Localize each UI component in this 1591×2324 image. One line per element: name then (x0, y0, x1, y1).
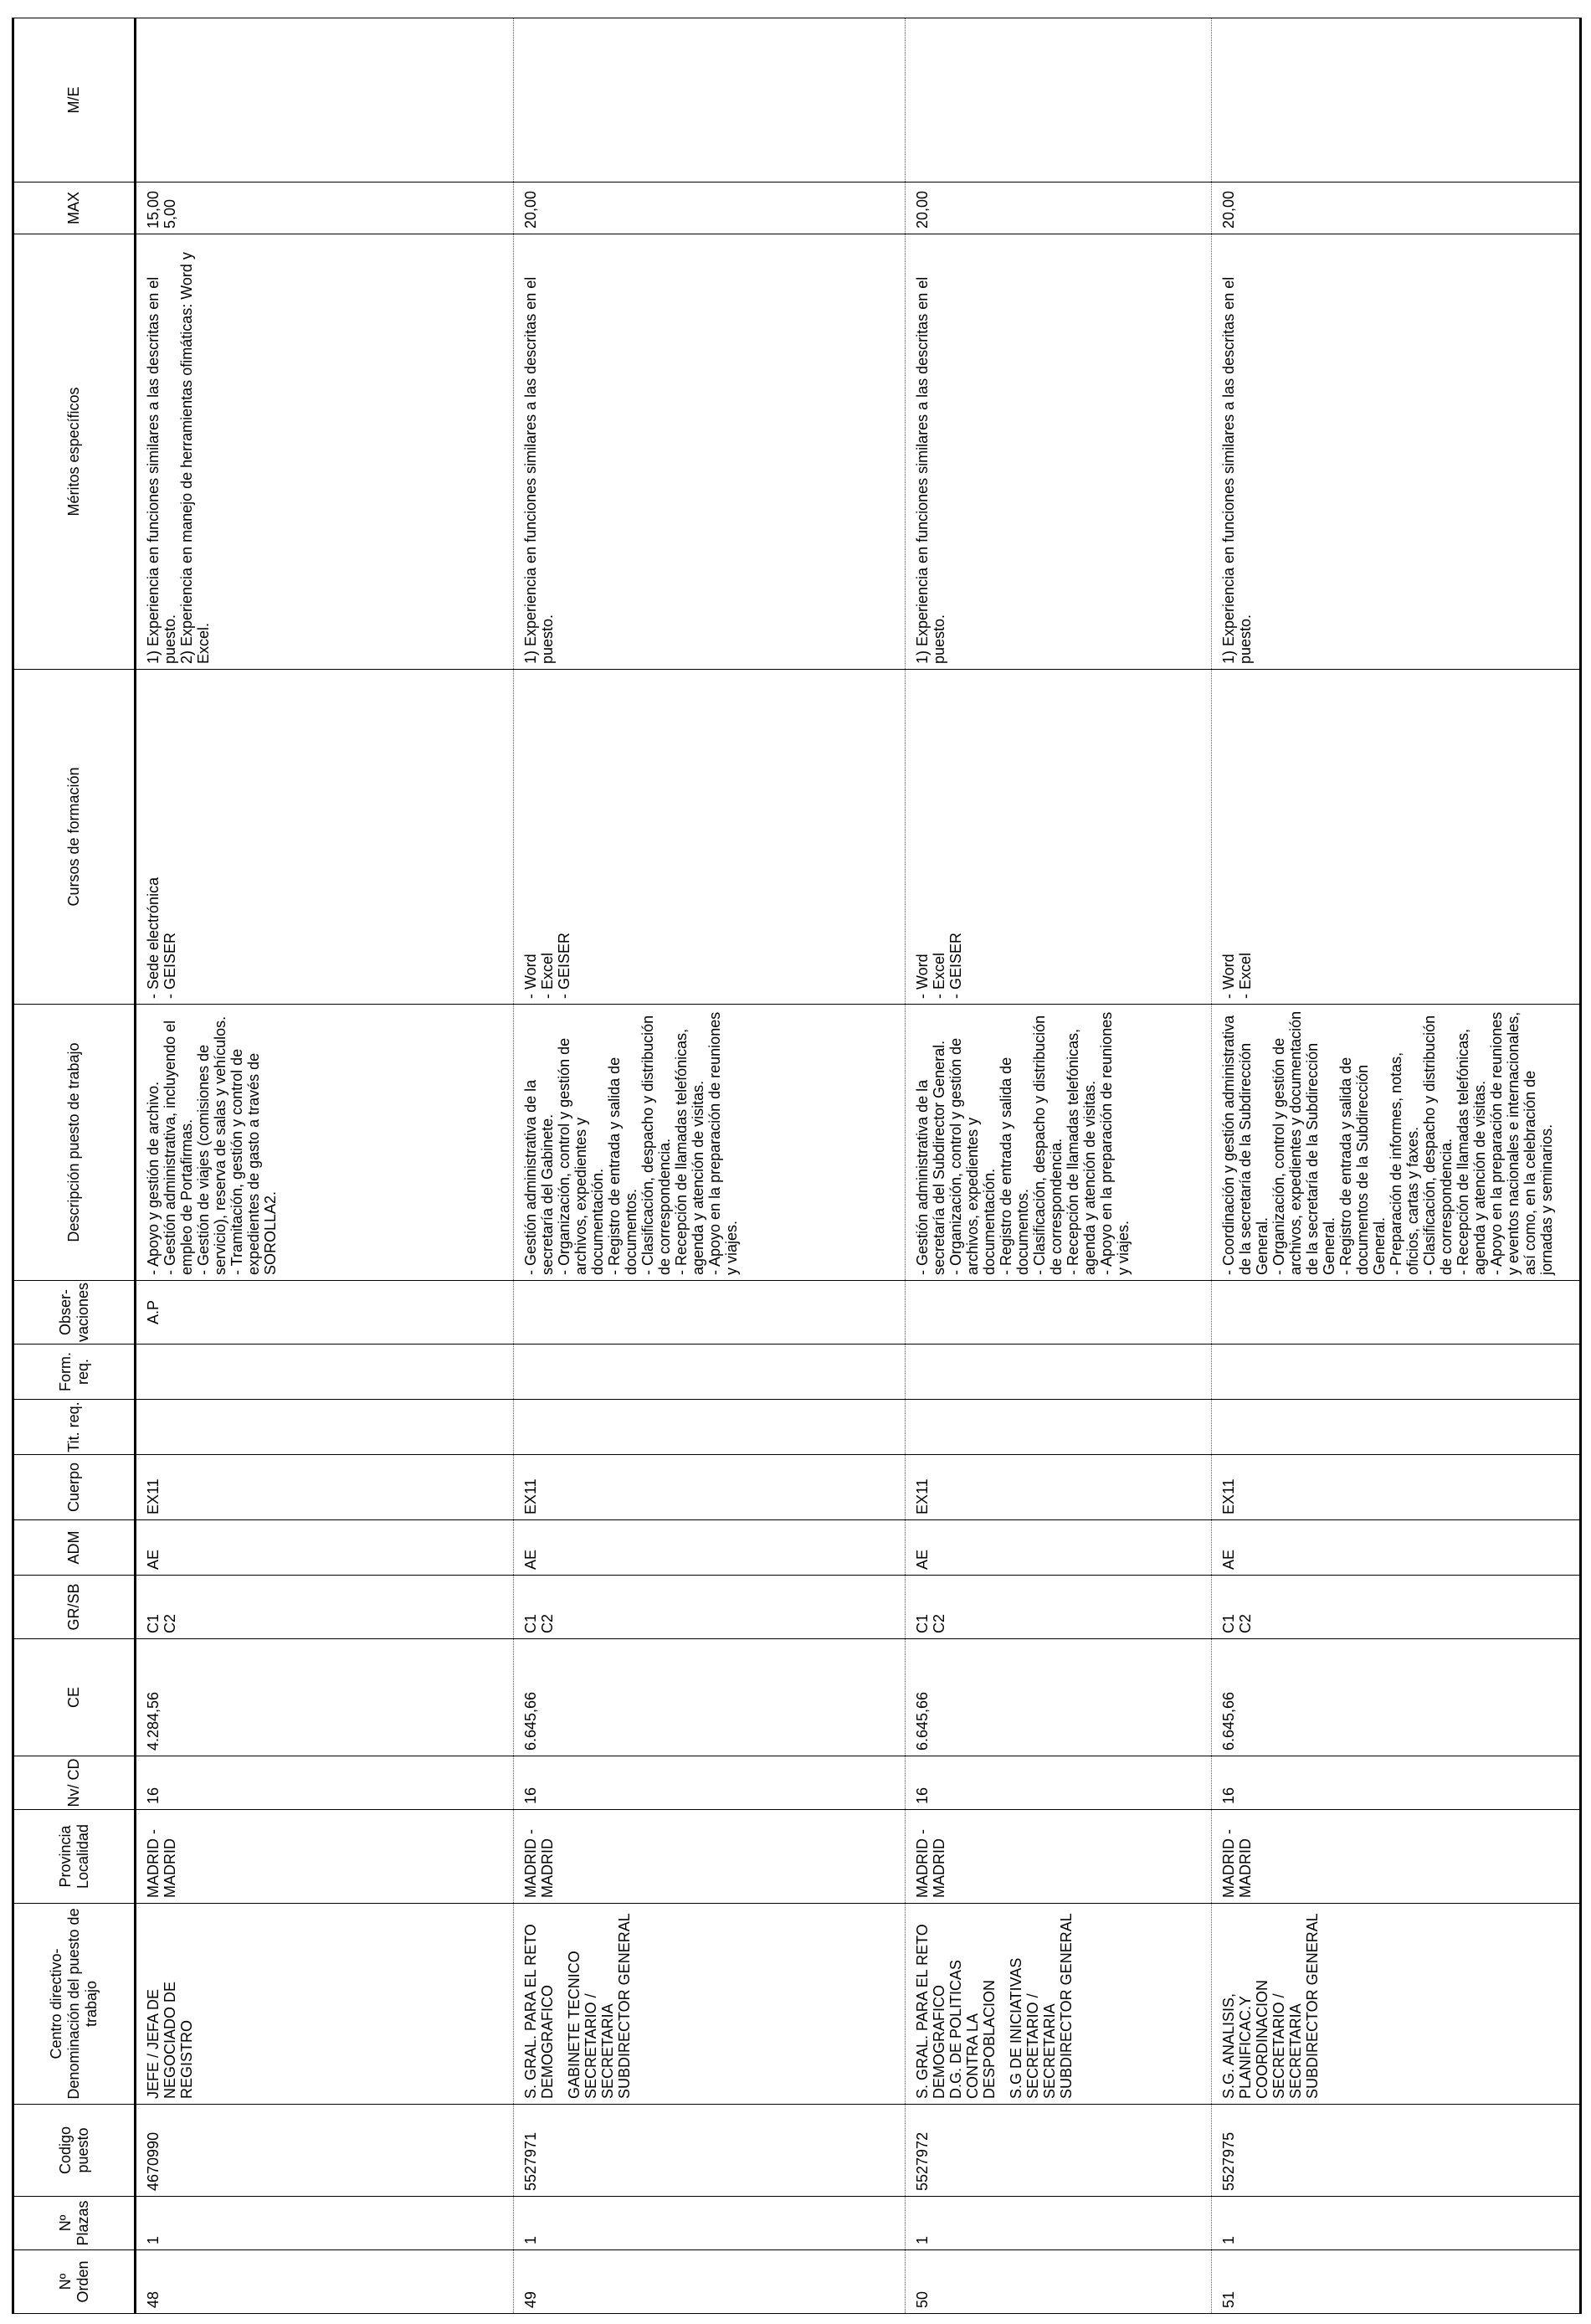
denominacion: SECRETARIO / SECRETARIA SUBDIRECTOR GENERAL (1024, 1913, 1075, 2099)
adm-cell: AE (1212, 1520, 1581, 1576)
descripcion-line: - Preparación de informes, notas, oficios, cartas y faxes. (1388, 1051, 1421, 1275)
header-plazas: Nº Plazas (13, 2197, 136, 2250)
plazas-cell: 1 (906, 2197, 1212, 2250)
grupo: C1 (914, 1613, 931, 1633)
denominacion: SECRETARIO / SECRETARIA SUBDIRECTOR GENERAL (583, 1913, 633, 2099)
max-value: 5,00 (162, 198, 178, 229)
header-centro: Centro directivo- Denominación del puesto de trabajo (13, 1904, 136, 2105)
tit-cell (514, 1400, 906, 1455)
centro-line: S. GRAL. PARA EL RETO DEMOGRAFICO (522, 1924, 556, 2099)
ce-cell: 6.645,66 (906, 1639, 1212, 1756)
ce-cell: 6.645,66 (1212, 1639, 1581, 1756)
form-cell (1212, 1345, 1581, 1400)
descripcion-line: - Clasificación, despacho y distribución de correspondencia. (1031, 1015, 1065, 1275)
adm-cell: AE (906, 1520, 1212, 1576)
meritos-cell (136, 234, 514, 670)
header-provincia: Provincia Localidad (13, 1810, 136, 1904)
table-row (136, 18, 514, 2314)
ce-cell: 6.645,66 (514, 1639, 906, 1756)
descripcion-line: - Clasificación, despacho y distribución de correspondencia. (1421, 1015, 1455, 1275)
adm-cell: AE (136, 1520, 514, 1576)
curso-line: - GEISER (162, 932, 178, 999)
descripcion-line: - Organización, control y gestión de archivos, expedientes y documentación de la secretaría de la Subdirección General. (1270, 1010, 1337, 1275)
header-obs: Obser- vaciones (13, 1281, 136, 1345)
header-max: MAX (13, 183, 136, 234)
table-row (514, 18, 906, 2314)
subgrupo: C2 (1237, 1613, 1254, 1633)
codigo-cell: 5527972 (906, 2105, 1212, 2197)
cursos-cell (136, 670, 514, 1005)
descripcion-line: - Recepción de llamadas telefónicas, agenda y atención de visitas. (673, 1028, 706, 1275)
curso-line: - Excel (1237, 952, 1254, 999)
orden-cell: 50 (906, 2250, 1212, 2314)
curso-line: - GEISER (947, 932, 964, 999)
centro-line: S.G DE INICIATIVAS (1008, 1957, 1024, 2099)
job-positions-table (12, 18, 1582, 2314)
table-row (906, 18, 1212, 2314)
descripcion-line: - Organización, control y gestión de archivos, expedientes y documentación. (947, 1037, 998, 1275)
descripcion-cell (906, 1005, 1212, 1281)
header-nivel: Nv/ CD (13, 1756, 136, 1810)
subgrupo: C2 (931, 1613, 947, 1633)
descripcion-line: - Gestión administrativa de la secretaría del Subdirector General. (914, 1040, 947, 1275)
descripcion-line: - Gestión de viajes (comisiones de servicio), reserva de salas y vehículos. (195, 1015, 228, 1275)
adm-cell: AE (514, 1520, 906, 1576)
denominacion: SECRETARIO / SECRETARIA SUBDIRECTOR GENERAL (1270, 1913, 1321, 2099)
max-cell (906, 183, 1212, 234)
form-cell (514, 1345, 906, 1400)
subgrupo: C2 (162, 1613, 178, 1633)
merito-line: 1) Experiencia en funciones similares a las descritas en el puesto. (914, 276, 947, 664)
descripcion-line: - Clasificación, despacho y distribución de correspondencia. (639, 1015, 673, 1275)
descripcion-cell (1212, 1005, 1581, 1281)
me-cell (514, 18, 906, 183)
cuerpo-cell: EX11 (906, 1455, 1212, 1520)
header-orden: Nº Orden (13, 2250, 136, 2314)
header-ce: CE (13, 1639, 136, 1756)
nivel-cell: 16 (136, 1756, 514, 1810)
descripcion-line: - Organización, control y gestión de archivos, expedientes y documentación. (556, 1037, 606, 1275)
descripcion-line: - Registro de entrada y salida de documentos. (998, 1057, 1031, 1275)
descripcion-line: - Coordinación y gestión administrativa de la secretaría de la Subdirección General. (1220, 1015, 1270, 1275)
plazas-cell: 1 (1212, 2197, 1581, 2250)
grsb-cell (514, 1576, 906, 1639)
me-cell (1212, 18, 1581, 183)
centro-cell (1212, 1904, 1581, 2105)
max-cell (1212, 183, 1581, 234)
form-cell (136, 1345, 514, 1400)
tit-cell (906, 1400, 1212, 1455)
tit-cell (1212, 1400, 1581, 1455)
descripcion-line: - Tramitación, gestión y control de expedientes de gasto a través de SOROLLA2. (228, 1048, 279, 1275)
provincia-cell: MADRID - MADRID (514, 1810, 906, 1904)
descripcion-line: - Apoyo y gestión de archivo. (145, 1081, 162, 1275)
merito-line: 1) Experiencia en funciones similares a las descritas en el puesto. (145, 276, 178, 664)
centro-line: S. GRAL. PARA EL RETO DEMOGRAFICO (914, 1924, 947, 2099)
max-value: 15,00 (145, 190, 162, 229)
descripcion-line: - Registro de entrada y salida de documentos. (606, 1057, 639, 1275)
descripcion-line: - Gestión administrativa, incluyendo el empleo de Portafirmas. (162, 1020, 195, 1275)
cuerpo-cell: EX11 (136, 1455, 514, 1520)
centro-cell (514, 1904, 906, 2105)
nivel-cell: 16 (1212, 1756, 1581, 1810)
header-cursos: Cursos de formación (13, 670, 136, 1005)
cursos-cell (906, 670, 1212, 1005)
orden-cell: 51 (1212, 2250, 1581, 2314)
grupo: C1 (145, 1613, 162, 1633)
curso-line: - Excel (931, 952, 947, 999)
grsb-cell (906, 1576, 1212, 1639)
centro-cell (906, 1904, 1212, 2105)
header-grsb: GR/SB (13, 1576, 136, 1639)
descripcion-line: - Apoyo en la preparación de reuniones y viajes. (1098, 1011, 1132, 1275)
cuerpo-cell: EX11 (1212, 1455, 1581, 1520)
header-descripcion: Descripción puesto de trabajo (13, 1005, 136, 1281)
max-value: 20,00 (1220, 190, 1237, 229)
cursos-cell (1212, 670, 1581, 1005)
curso-line: - Sede electrónica (145, 877, 162, 999)
merito-line: 2) Experiencia en manejo de herramientas ofimáticas: Word y Excel. (178, 252, 212, 664)
nivel-cell: 16 (906, 1756, 1212, 1810)
header-meritos: Méritos específicos (13, 234, 136, 670)
descripcion-line: - Recepción de llamadas telefónicas, agenda y atención de visitas. (1455, 1028, 1488, 1275)
provincia-cell: MADRID - MADRID (906, 1810, 1212, 1904)
merito-line: 1) Experiencia en funciones similares a las descritas en el puesto. (522, 276, 556, 664)
grsb-cell (1212, 1576, 1581, 1639)
tit-cell (136, 1400, 514, 1455)
cuerpo-cell: EX11 (514, 1455, 906, 1520)
curso-line: - Excel (539, 952, 556, 999)
codigo-cell: 5527975 (1212, 2105, 1581, 2197)
ce-cell: 4.284,56 (136, 1639, 514, 1756)
grupo: C1 (522, 1613, 539, 1633)
denominacion: JEFE / JEFA DE NEGOCIADO DE REGISTRO (145, 1981, 195, 2099)
plazas-cell: 1 (136, 2197, 514, 2250)
me-cell (906, 18, 1212, 183)
max-value: 20,00 (522, 190, 539, 229)
meritos-cell (514, 234, 906, 670)
table-row (1212, 18, 1581, 2314)
nivel-cell: 16 (514, 1756, 906, 1810)
form-cell (906, 1345, 1212, 1400)
header-form: Form. req. (13, 1345, 136, 1400)
header-me: M/E (13, 18, 136, 183)
orden-cell: 48 (136, 2250, 514, 2314)
merito-line: 1) Experiencia en funciones similares a las descritas en el puesto. (1220, 276, 1254, 664)
curso-line: - Word (522, 954, 539, 999)
centro-line: GABINETE TECNICO (566, 1951, 583, 2099)
max-value: 20,00 (914, 190, 931, 229)
header-adm: ADM (13, 1520, 136, 1576)
curso-line: - GEISER (556, 932, 572, 999)
meritos-cell (906, 234, 1212, 670)
max-cell (514, 183, 906, 234)
descripcion-line: - Registro de entrada y salida de documentos de la Subdirección General. (1337, 1057, 1388, 1275)
centro-cell (136, 1904, 514, 2105)
descripcion-cell (514, 1005, 906, 1281)
obs-cell: A.P (136, 1281, 514, 1345)
meritos-cell (1212, 234, 1581, 670)
curso-line: - Word (1220, 954, 1237, 999)
obs-cell (1212, 1281, 1581, 1345)
grsb-cell (136, 1576, 514, 1639)
descripcion-line: - Apoyo en la preparación de reuniones y eventos nacionales e internacionales, así como, en la celebración de jornadas y seminarios. (1488, 1011, 1555, 1275)
grupo: C1 (1220, 1613, 1237, 1633)
curso-line: - Word (914, 954, 931, 999)
obs-cell (906, 1281, 1212, 1345)
me-cell (136, 18, 514, 183)
subgrupo: C2 (539, 1613, 556, 1633)
descripcion-line: - Recepción de llamadas telefónicas, agenda y atención de visitas. (1065, 1028, 1098, 1275)
descripcion-line: - Gestión administrativa de la secretaría del Gabinete. (522, 1079, 556, 1275)
obs-cell (514, 1281, 906, 1345)
provincia-cell: MADRID - MADRID (136, 1810, 514, 1904)
provincia-cell: MADRID - MADRID (1212, 1810, 1581, 1904)
header-cuerpo: Cuerpo (13, 1455, 136, 1520)
centro-line: S.G. ANALISIS, PLANIFICAC.Y COORDINACION (1220, 1979, 1270, 2099)
header-codigo: Codigo puesto (13, 2105, 136, 2197)
max-cell (136, 183, 514, 234)
centro-line: D.G. DE POLITICAS CONTRA LA DESPOBLACION (947, 1959, 998, 2099)
descripcion-line: - Apoyo en la preparación de reuniones y viajes. (706, 1011, 740, 1275)
cursos-cell (514, 670, 906, 1005)
descripcion-cell (136, 1005, 514, 1281)
header-tit: Tit. req. (13, 1400, 136, 1455)
codigo-cell: 5527971 (514, 2105, 906, 2197)
orden-cell: 49 (514, 2250, 906, 2314)
codigo-cell: 4670990 (136, 2105, 514, 2197)
plazas-cell: 1 (514, 2197, 906, 2250)
header-row (13, 18, 136, 2314)
